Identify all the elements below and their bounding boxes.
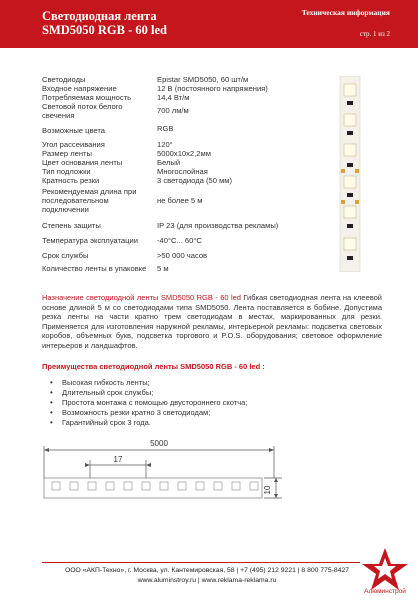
advantages-title: Преимущества светодиодной ленты SMD5050 RGB - 60 led : bbox=[42, 362, 265, 371]
list-item: • Длительный срок службы; bbox=[48, 388, 348, 398]
purpose-paragraph bbox=[42, 293, 382, 351]
footer-websites[interactable]: www.aluminstroy.ru | www.reklama-reklama.ru bbox=[137, 576, 277, 584]
spec-value: Epistar SMD5050, 60 шт/м bbox=[157, 75, 249, 84]
footer-contacts bbox=[42, 566, 372, 585]
list-item: • Гарантийный срок 3 года. bbox=[48, 418, 348, 428]
spec-key: Возможные цвета bbox=[42, 126, 105, 135]
title-line-1: Светодиодная лента bbox=[42, 9, 157, 23]
spec-value: Белый bbox=[157, 158, 181, 167]
spec-value: 700 лм/м bbox=[157, 106, 189, 115]
spec-key: Степень защиты bbox=[42, 221, 101, 230]
page-number: стр. 1 из 2 bbox=[359, 30, 390, 38]
list-item: • Высокая гибкость ленты; bbox=[48, 378, 348, 388]
spec-value: не более 5 м bbox=[157, 196, 203, 205]
spec-key: Световой поток белого свечения bbox=[42, 102, 123, 120]
purpose-text: Гибкая светодиодная лента на клеевой основе длиной 5 м со светодиодами типа SMD5050. Лента поставляется в бобине. Допустима резка ленты на части кратно трем светодиодам в местах, маркированных для резки. Применяется для изготовления наружной рекламы, интерьерной рекламы: подсветка световых коробов, объемных букв, подсветка торгового и P.O.S. оборудования; световое оформление интерьеров и ландшафтов. bbox=[42, 293, 382, 350]
list-item: • Возможность резки кратно 3 светодиодам; bbox=[48, 408, 348, 418]
spec-value: 5 м bbox=[157, 264, 169, 273]
purpose-lead: Назначение светодиодной ленты SMD5050 RGB - 60 led bbox=[42, 293, 241, 302]
spec-key: Срок службы bbox=[42, 251, 89, 260]
title-line-2: SMD5050 RGB - 60 led bbox=[42, 23, 167, 37]
strip-led bbox=[52, 482, 258, 490]
spec-value: 120° bbox=[157, 140, 173, 149]
spec-key: Температура эксплуатации bbox=[42, 236, 138, 245]
spec-value: 3 светодиода (50 мм) bbox=[157, 176, 233, 185]
spec-key: Рекомендуемая длина при последовательном подключении bbox=[42, 187, 137, 214]
spec-key: Потребляемая мощность bbox=[42, 93, 132, 102]
width-label: 10 bbox=[263, 485, 272, 495]
dimension-drawing bbox=[30, 438, 290, 550]
spec-value: >50 000 часов bbox=[157, 251, 208, 260]
footer-divider bbox=[42, 562, 360, 563]
header-info: Техническая информация bbox=[301, 8, 390, 17]
spec-key: Размер ленты bbox=[42, 149, 92, 158]
spec-key: Кратность резки bbox=[42, 176, 100, 185]
document-title bbox=[42, 9, 167, 37]
brand-name: Алюминстрой bbox=[364, 588, 406, 595]
spec-value: 14,4 Вт/м bbox=[157, 93, 190, 102]
spec-value: -40°C... 60°C bbox=[157, 236, 202, 245]
spec-key: Угол рассеивания bbox=[42, 140, 105, 149]
footer-address: ООО «АКП-Техно», г. Москва, ул. Кантемировская, 58 | +7 (495) 212 9221 | 8 800 775-8427 bbox=[64, 567, 350, 574]
spec-value: RGB bbox=[157, 124, 174, 133]
header-banner bbox=[0, 0, 418, 48]
spec-key: Тип подложки bbox=[42, 167, 91, 176]
spec-key: Светодиоды bbox=[42, 75, 86, 84]
spec-key: Входное напряжение bbox=[42, 84, 117, 93]
pitch-label: 17 bbox=[113, 455, 123, 464]
length-label: 5000 bbox=[150, 439, 168, 448]
led-strip-image bbox=[338, 76, 362, 272]
spec-key: Количество ленты в упаковке bbox=[42, 264, 147, 273]
advantages-list bbox=[48, 378, 348, 428]
list-item: • Простота монтажа с помощью двустороннего скотча; bbox=[48, 398, 348, 408]
spec-value: Многослойная bbox=[157, 167, 208, 176]
spec-key: Цвет основания ленты bbox=[42, 158, 123, 167]
spec-value: IP 23 (для производства рекламы) bbox=[157, 221, 279, 230]
spec-value: 5000х10х2,2мм bbox=[157, 149, 211, 158]
spec-value: 12 В (постоянного напряжения) bbox=[157, 84, 268, 93]
